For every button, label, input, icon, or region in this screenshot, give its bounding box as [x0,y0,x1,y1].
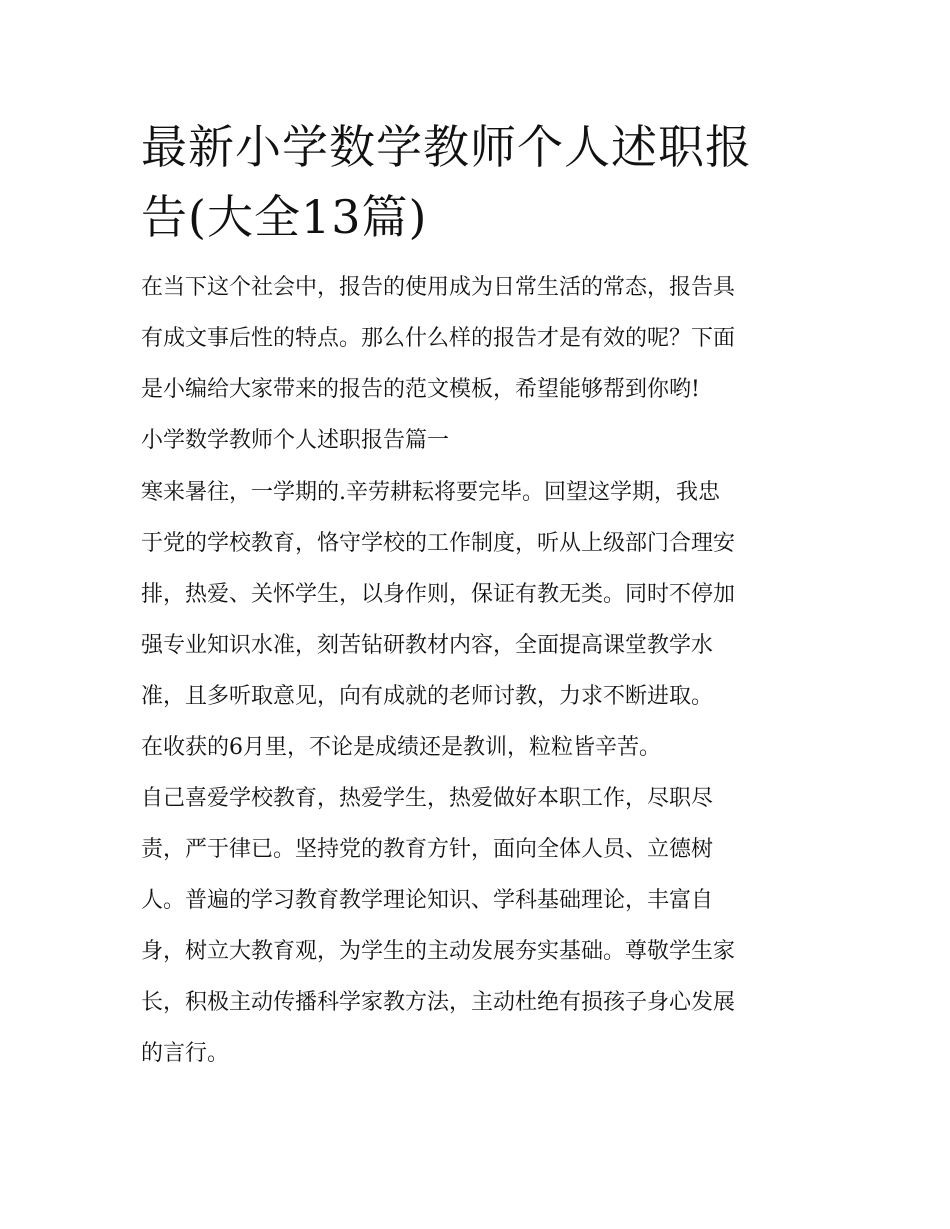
body-line: 寒来暑往，一学期的.辛劳耕耘将要完毕。回望这学期，我忠 [141,480,720,505]
body-line: 的言行。 [141,1041,230,1066]
document-title [141,112,814,252]
body-line: 在收获的6月里，不论是成绩还是教训，粒粒皆辛苦。 [141,735,661,760]
body-line: 于党的学校教育，恪守学校的工作制度，听从上级部门合理安 [141,531,736,556]
body-line: 长，积极主动传播科学家教方法，主动杜绝有损孩子身心发展 [141,990,736,1015]
body-line: 准，且多听取意见，向有成就的老师讨教，力求不断进取。 [141,684,714,709]
body-line: 排，热爱、关怀学生，以身作则，保证有教无类。同时不停加 [141,582,736,607]
body-line: 自己喜爱学校教育，热爱学生，热爱做好本职工作，尽职尽 [141,786,714,811]
section-heading: 小学数学教师个人述职报告篇一 [141,428,450,453]
body-line: 有成文事后性的特点。那么什么样的报告才是有效的呢？下面 [141,326,736,351]
body-line: 是小编给大家带来的报告的范文模板，希望能够帮到你哟! [141,377,700,402]
body-line: 责，严于律已。坚持党的教育方针，面向全体人员、立德树 [141,837,714,862]
body-line: 身，树立大教育观，为学生的主动发展夯实基础。尊敬学生家 [141,939,736,964]
title-line: 最新小学数学教师个人述职报 [141,120,752,174]
body-line: 在当下这个社会中，报告的使用成为日常生活的常态，报告具 [141,275,736,300]
document-content [141,112,814,1079]
title-line: 告(大全13篇) [141,190,428,244]
document-body [141,262,814,1079]
body-line: 强专业知识水准，刻苦钻研教材内容，全面提高课堂教学水 [141,633,714,658]
body-line: 人。普遍的学习教育教学理论知识、学科基础理论，丰富自 [141,888,714,913]
